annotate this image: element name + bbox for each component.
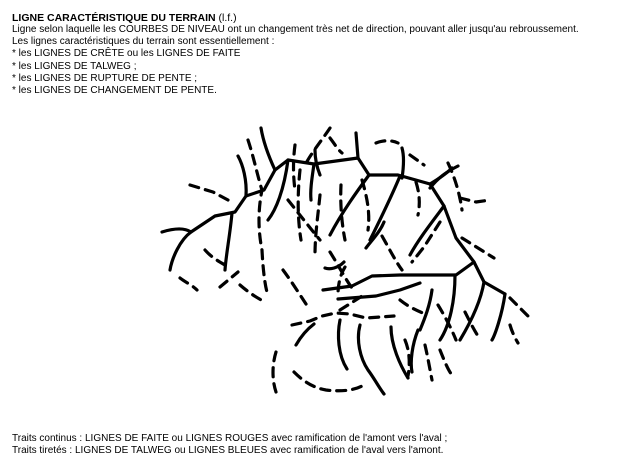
ridge-line xyxy=(402,148,404,178)
valley-line xyxy=(416,182,419,215)
valley-line xyxy=(240,285,265,302)
valley-line xyxy=(400,300,428,315)
valley-lines-dashed xyxy=(180,128,530,392)
valley-line xyxy=(440,350,452,375)
valley-line xyxy=(305,128,330,165)
valley-line xyxy=(248,140,267,292)
ridge-line xyxy=(225,213,232,270)
valley-line xyxy=(362,180,369,230)
list-item-talweg: * les LIGNES DE TALWEG ; xyxy=(12,60,137,72)
ridge-line xyxy=(420,290,432,330)
ridge-line xyxy=(460,282,484,340)
valley-line xyxy=(382,236,402,270)
legend-dashed-lines: Traits tiretés : LIGNES DE TALWEG ou LIGNES BLEUES avec ramification de l'aval vers l'amont. xyxy=(12,445,444,457)
valley-line xyxy=(338,267,345,295)
ridge-lines-solid xyxy=(162,128,505,394)
ridge-line xyxy=(358,325,384,394)
valley-line xyxy=(330,252,352,288)
valley-line xyxy=(180,278,197,290)
valley-line xyxy=(273,352,276,392)
valley-line xyxy=(510,325,518,343)
ridge-line xyxy=(411,330,418,372)
ridge-line xyxy=(391,327,408,378)
intro-text: Les lignes caractéristiques du terrain sont essentiellement : xyxy=(12,36,275,48)
ridge-line xyxy=(410,206,444,255)
valley-line xyxy=(425,345,432,380)
ridge-line xyxy=(311,164,314,200)
valley-line xyxy=(315,195,320,255)
valley-line xyxy=(405,340,409,376)
valley-line xyxy=(376,141,398,143)
list-item-crete: * les LIGNES DE CRÊTE ou les LIGNES DE FAITE xyxy=(12,48,241,60)
ridge-line xyxy=(170,232,191,270)
list-item-changement: * les LIGNES DE CHANGEMENT DE PENTE. xyxy=(12,85,217,97)
valley-line xyxy=(330,138,342,153)
valley-line xyxy=(190,185,228,200)
valley-line xyxy=(460,198,490,202)
valley-line xyxy=(438,305,456,340)
valley-line xyxy=(448,163,462,210)
ridge-line xyxy=(440,275,455,340)
valley-line xyxy=(283,270,308,307)
definition-text: Ligne selon laquelle les COURBES DE NIVEAU ont un changement très net de direction, pouvant aller jusqu'au rebroussement. xyxy=(12,24,579,35)
legend-text-block xyxy=(12,433,622,457)
valley-line xyxy=(410,155,424,165)
valley-line xyxy=(294,372,362,391)
ridge-line xyxy=(370,176,400,240)
ridge-line xyxy=(261,128,275,170)
valley-line xyxy=(220,272,238,287)
valley-line xyxy=(510,298,530,318)
ridge-line xyxy=(492,294,505,340)
title-main: LIGNE CARACTÉRISTIQUE DU TERRAIN xyxy=(12,12,216,24)
title-abbreviation: (l.f.) xyxy=(218,12,237,24)
ridge-line xyxy=(356,133,358,158)
valley-line xyxy=(294,145,296,190)
list-item-rupture: * les LIGNES DE RUPTURE DE PENTE ; xyxy=(12,72,198,84)
valley-line xyxy=(205,250,225,265)
ridge-line xyxy=(338,320,347,369)
valley-line xyxy=(298,170,301,240)
ridge-line xyxy=(238,156,246,196)
legend-solid-lines: Traits continus : LIGNES DE FAITE ou LIGNES ROUGES avec ramification de l'amont vers l'aval ; xyxy=(12,433,448,444)
ridge-line xyxy=(296,324,314,345)
valley-line xyxy=(292,313,394,325)
